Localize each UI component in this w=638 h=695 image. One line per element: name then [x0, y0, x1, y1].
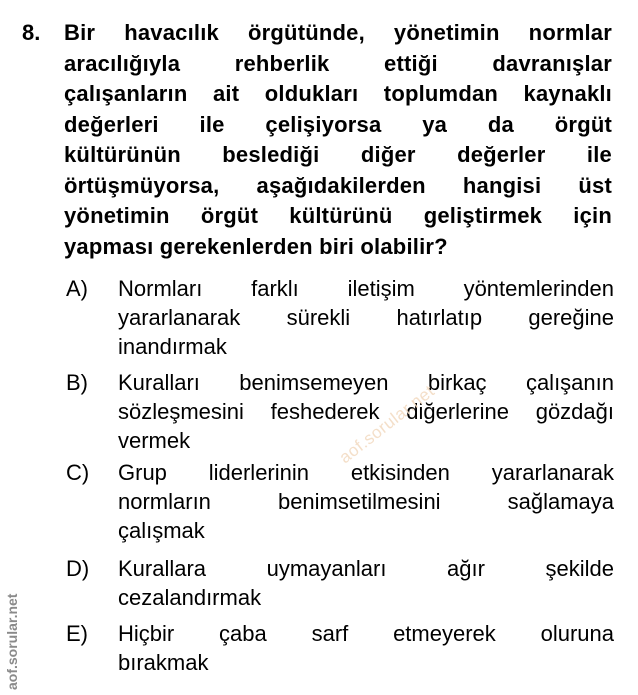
- option-line: Kuralları benimsemeyen birkaç çalışanın: [118, 370, 614, 395]
- question-line: kültürünün beslediği diğer değerler ile: [64, 142, 612, 167]
- option-line: cezalandırmak: [118, 585, 262, 610]
- question-stem: [64, 18, 612, 262]
- option-line: Kurallara uymayanları ağır şekilde: [118, 556, 614, 581]
- question-line: aracılığıyla rehberlik ettiği davranışlar: [64, 50, 612, 76]
- watermark-diagonal: aof.sorular.net: [335, 381, 439, 468]
- question-line: yapması gerekenlerden biri olabilir?: [64, 233, 448, 259]
- option-line: vermek: [118, 428, 191, 453]
- option-text: [118, 458, 614, 545]
- option-letter: D): [66, 556, 90, 581]
- option-line: inandırmak: [118, 334, 227, 359]
- option-letter: C): [66, 460, 90, 485]
- option-line: bırakmak: [118, 650, 209, 675]
- question-line: Bir havacılık örgütünde, yönetimin normlar: [64, 20, 612, 45]
- question-line: örtüşmüyorsa, aşağıdakilerden hangisi üst: [64, 172, 612, 198]
- option-line: Hiçbir çaba sarf etmeyerek oluruna: [118, 621, 614, 646]
- option-letter: E): [66, 621, 88, 646]
- option-letter: B): [66, 370, 88, 395]
- option-text: [118, 554, 614, 612]
- option-text: [118, 619, 614, 677]
- option-line: Normları farklı iletişim yöntemlerinden: [118, 276, 614, 301]
- question-line: çalışanların ait oldukları toplumdan kaynaklı: [64, 81, 612, 106]
- question-line: yönetimin örgüt kültürünü geliştirmek için: [64, 203, 612, 228]
- option-line: Grup liderlerinin etkisinden yararlanarak: [118, 460, 614, 485]
- question-number: 8.: [22, 20, 41, 45]
- option-line: normların benimsetilmesini sağlamaya: [118, 489, 614, 514]
- option-letter: A): [66, 276, 88, 301]
- option-line: yararlanarak sürekli hatırlatıp gereğine: [118, 305, 614, 330]
- option-line: çalışmak: [118, 518, 205, 543]
- watermark-side: aof.sorular.net: [4, 593, 20, 690]
- option-text: [118, 274, 614, 361]
- option-line: sözleşmesini feshederek diğerlerine gözdağı: [118, 399, 614, 424]
- question-line: değerleri ile çelişiyorsa ya da örgüt: [64, 111, 612, 137]
